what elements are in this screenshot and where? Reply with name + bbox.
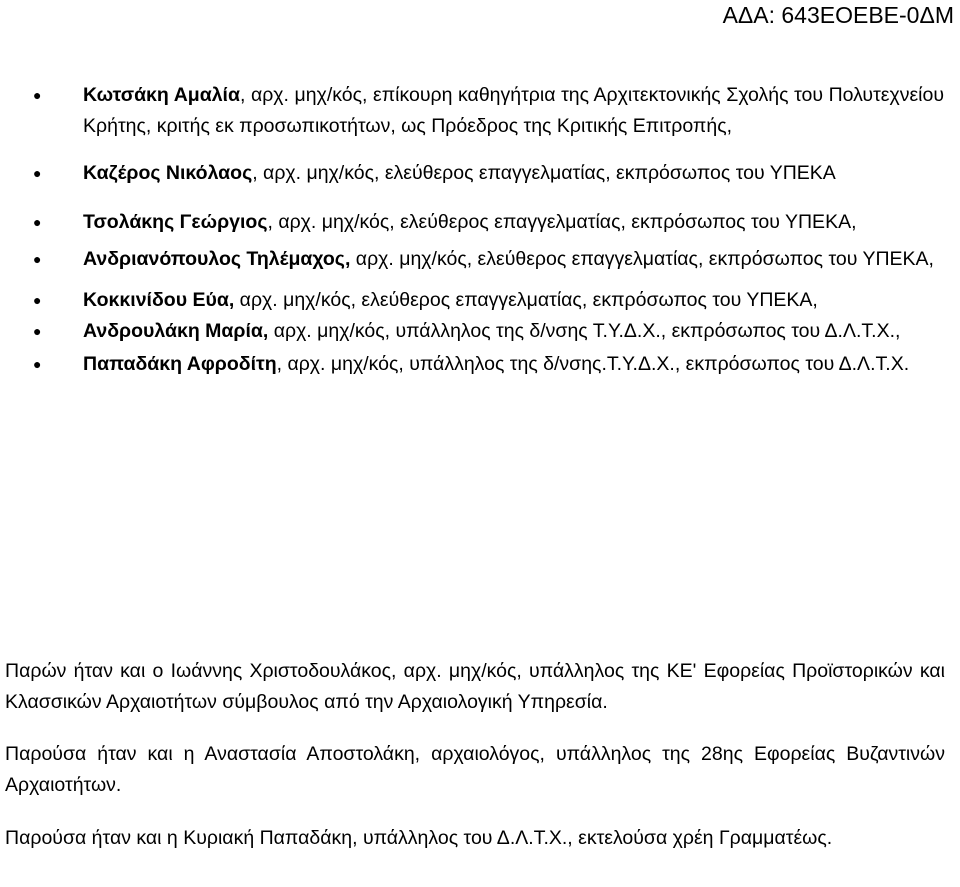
bullet-icon: ● xyxy=(33,323,42,339)
member-description: αρχ. μηχ/κός, ελεύθερος επαγγελματίας, εκπρόσωπος του ΥΠΕΚΑ, xyxy=(350,248,934,270)
list-item xyxy=(0,207,960,238)
list-item xyxy=(0,285,960,316)
member-description: , αρχ. μηχ/κός, ελεύθερος επαγγελματίας, εκπρόσωπος του ΥΠΕΚΑ xyxy=(252,162,836,184)
member-description: αρχ. μηχ/κός, ελεύθερος επαγγελματίας, εκπρόσωπος του ΥΠΕΚΑ, xyxy=(234,289,818,311)
paragraph-secretary: Παρούσα ήταν και η Κυριακή Παπαδάκη, υπάλληλος του Δ.Λ.Τ.Χ., εκτελούσα χρέη Γραμματέως. xyxy=(5,827,833,849)
member-name: Ανδρουλάκη Μαρία, xyxy=(83,320,269,342)
member-description: , αρχ. μηχ/κός, υπάλληλος της δ/νσης.Τ.Υ.Δ.Χ., εκπρόσωπος του Δ.Λ.Τ.Χ. xyxy=(276,353,910,375)
bullet-icon: ● xyxy=(33,251,42,267)
committee-members-list xyxy=(0,80,960,380)
member-name: Ανδριανόπουλος Τηλέμαχος, xyxy=(83,248,351,270)
list-item xyxy=(0,244,960,275)
member-name: Παπαδάκη Αφροδίτη xyxy=(83,353,277,375)
member-name: Κοκκινίδου Εύα, xyxy=(83,289,235,311)
member-description: αρχ. μηχ/κός, υπάλληλος της δ/νσης Τ.Υ.Δ.Χ., εκπρόσωπος του Δ.Λ.Τ.Χ., xyxy=(268,320,901,342)
bullet-icon: ● xyxy=(33,165,42,181)
member-name: Κωτσάκη Αμαλία xyxy=(83,84,240,106)
paragraph-archaeologist: Παρούσα ήταν και η Αναστασία Αποστολάκη, αρχαιολόγος, υπάλληλος της 28ης Εφορείας Βυζαντινών Αρχαιοτήτων. xyxy=(5,743,945,796)
bullet-icon: ● xyxy=(33,214,42,230)
list-item xyxy=(0,158,960,189)
list-item xyxy=(0,349,960,380)
member-description: , αρχ. μηχ/κός, επίκουρη καθηγήτρια της Αρχιτεκτονικής Σχολής του Πολυτεχνείου Κρήτης, κριτής εκ προσωπικοτήτων, ως Πρόεδρος της Κριτικής Επιτροπής, xyxy=(83,84,945,137)
member-name: Καζέρος Νικόλαος xyxy=(83,162,253,184)
list-item xyxy=(0,316,960,347)
ada-code: ΑΔΑ: 643ΕΟΕΒΕ-0ΔΜ xyxy=(722,2,954,28)
member-name: Τσολάκης Γεώργιος xyxy=(83,211,268,233)
bullet-icon: ● xyxy=(33,292,42,308)
list-item xyxy=(0,80,960,142)
bullet-icon: ● xyxy=(33,356,42,372)
bullet-icon: ● xyxy=(33,87,42,103)
member-description: , αρχ. μηχ/κός, ελεύθερος επαγγελματίας, εκπρόσωπος του ΥΠΕΚΑ, xyxy=(267,211,857,233)
paragraph-advisor: Παρών ήταν και ο Ιωάννης Χριστοδουλάκος, αρχ. μηχ/κός, υπάλληλος της ΚΕ' Εφορείας Προϊστορικών και Κλασσικών Αρχαιοτήτων σύμβουλος από την Αρχαιολογική Υπηρεσία. xyxy=(5,660,945,713)
